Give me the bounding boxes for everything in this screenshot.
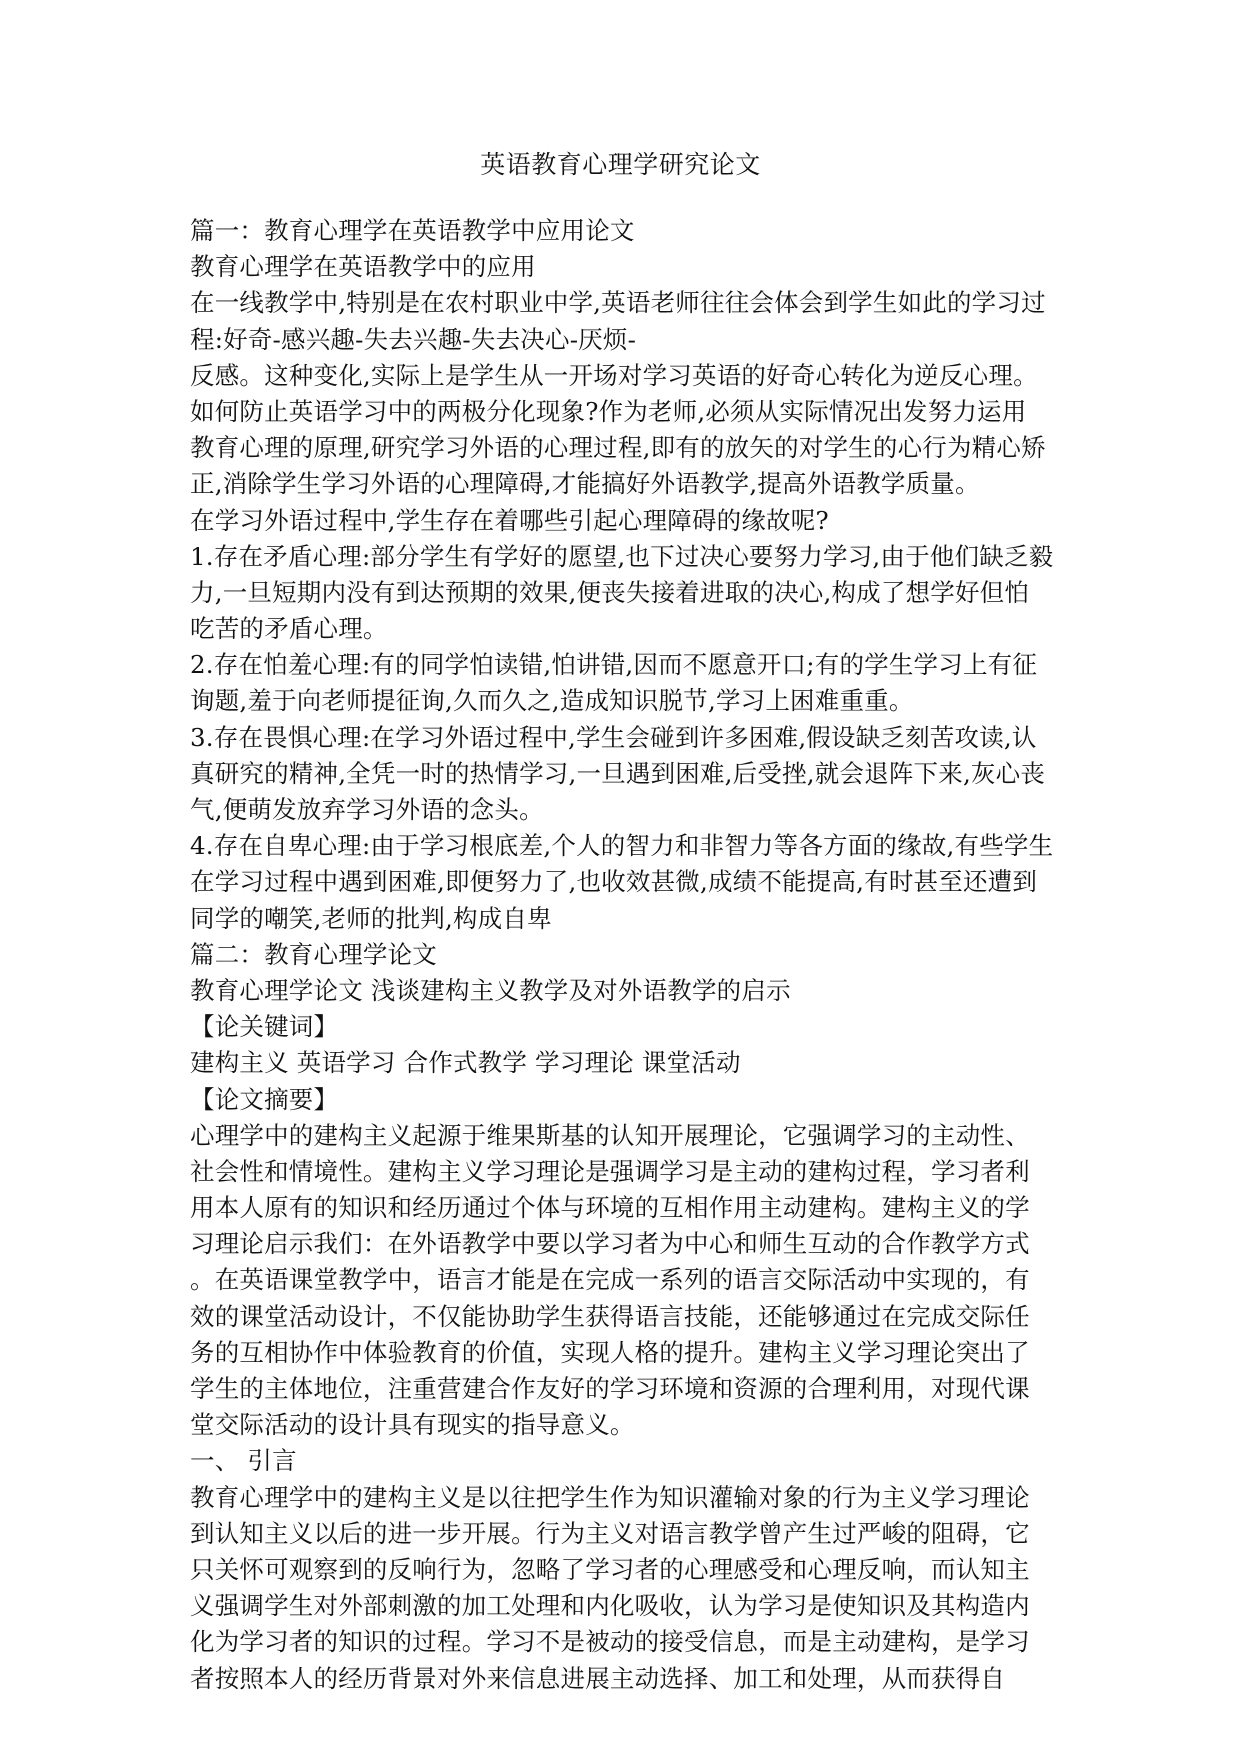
- keywords-line: 建构主义 英语学习 合作式教学 学习理论 课堂活动: [190, 1048, 741, 1078]
- text-line: 同学的嘲笑,老师的批判,构成自卑: [190, 903, 552, 933]
- intro-heading: 一、 引言: [190, 1446, 297, 1476]
- text-line: 气,便萌发放弃学习外语的念头。: [190, 795, 544, 824]
- text-line: 吃苦的矛盾心理。: [190, 614, 388, 644]
- text-line: 教育心理的原理,研究学习外语的心理过程,即有的放矢的对学生的心行为精心矫: [190, 433, 1046, 463]
- text-line: 力,一旦短期内没有到达预期的效果,便丧失接着进取的决心,构成了想学好但怕: [190, 577, 1030, 607]
- text-line: 者按照本人的经历背景对外来信息进展主动选择、加工和处理，从而获得自: [190, 1663, 1006, 1693]
- section-heading-2: 篇二：教育心理学论文: [190, 939, 437, 969]
- text-line: 。在英语课堂教学中，语言才能是在完成一系列的语言交际活动中实现的，有: [190, 1265, 1030, 1295]
- text-line: 正,消除学生学习外语的心理障碍,才能搞好外语教学,提高外语教学质量。: [190, 469, 980, 499]
- text-line: 效的课堂活动设计，不仅能协助学生获得语言技能，还能够通过在完成交际任: [190, 1301, 1030, 1331]
- text-line: 程:好奇-感兴趣-失去兴趣-失去决心-厌烦-: [190, 324, 637, 354]
- list-item-3: 3.存在畏惧心理:在学习外语过程中,学生会碰到许多困难,假设缺乏刻苦攻读,认: [190, 722, 1037, 752]
- text-line: 堂交际活动的设计具有现实的指导意义。: [190, 1410, 635, 1440]
- section-heading-1: 篇一：教育心理学在英语教学中应用论文: [190, 216, 635, 245]
- text-line: 教育心理学中的建构主义是以往把学生作为知识灌输对象的行为主义学习理论: [190, 1482, 1030, 1512]
- text-line: 社会性和情境性。建构主义学习理论是强调学习是主动的建构过程，学习者利: [190, 1156, 1030, 1186]
- list-item-1: 1.存在矛盾心理:部分学生有学好的愿望,也下过决心要努力学习,由于他们缺乏毅: [190, 541, 1054, 571]
- text-line: 化为学习者的知识的过程。学习不是被动的接受信息，而是主动建构，是学习: [190, 1627, 1030, 1657]
- text-line: 在学习过程中遇到困难,即便努力了,也收效甚微,成绩不能提高,有时甚至还遭到: [190, 867, 1038, 897]
- text-line: 在学习外语过程中,学生存在着哪些引起心理障碍的缘故呢?: [190, 505, 829, 535]
- text-line: 义强调学生对外部刺激的加工处理和内化吸收，认为学习是使知识及其构造内: [190, 1591, 1030, 1621]
- text-line: 反感。这种变化,实际上是学生从一开场对学习英语的好奇心转化为逆反心理。: [190, 360, 1038, 390]
- text-line: 在一线教学中,特别是在农村职业中学,英语老师往往会体会到学生如此的学习过: [190, 288, 1046, 318]
- text-line: 务的互相协作中体验教育的价值，实现人格的提升。建构主义学习理论突出了: [190, 1337, 1030, 1367]
- document-title: 英语教育心理学研究论文: [480, 150, 761, 179]
- abstract-heading: 【论文摘要】: [190, 1084, 339, 1114]
- document-body: [190, 213, 1054, 1697]
- text-line: 习理论启示我们：在外语教学中要以学习者为中心和师生互动的合作教学方式: [190, 1229, 1030, 1259]
- text-line: 用本人原有的知识和经历通过个体与环境的互相作用主动建构。建构主义的学: [190, 1193, 1030, 1223]
- list-item-2: 2.存在怕羞心理:有的同学怕读错,怕讲错,因而不愿意开口;有的学生学习上有征: [190, 650, 1038, 680]
- text-line: 询题,羞于向老师提征询,久而久之,造成知识脱节,学习上困难重重。: [190, 686, 914, 716]
- list-item-4: 4.存在自卑心理:由于学习根底差,个人的智力和非智力等各方面的缘故,有些学生: [190, 831, 1054, 861]
- text-line: 真研究的精神,全凭一时的热情学习,一旦遇到困难,后受挫,就会退阵下来,灰心丧: [190, 758, 1046, 788]
- text-line: 如何防止英语学习中的两极分化现象?作为老师,必须从实际情况出发努力运用: [190, 396, 1027, 426]
- text-line: 学生的主体地位，注重营建合作友好的学习环境和资源的合理利用，对现代课: [190, 1374, 1030, 1403]
- subheading: 教育心理学在英语教学中的应用: [190, 252, 536, 282]
- subheading: 教育心理学论文 浅谈建构主义教学及对外语教学的启示: [190, 975, 791, 1005]
- text-line: 心理学中的建构主义起源于维果斯基的认知开展理论，它强调学习的主动性、: [190, 1120, 1030, 1150]
- text-line: 只关怀可观察到的反响行为，忽略了学习者的心理感受和心理反响，而认知主: [190, 1554, 1030, 1584]
- keywords-heading: 【论关键词】: [190, 1012, 339, 1042]
- text-line: 到认知主义以后的进一步开展。行为主义对语言教学曾产生过严峻的阻碍，它: [190, 1518, 1030, 1548]
